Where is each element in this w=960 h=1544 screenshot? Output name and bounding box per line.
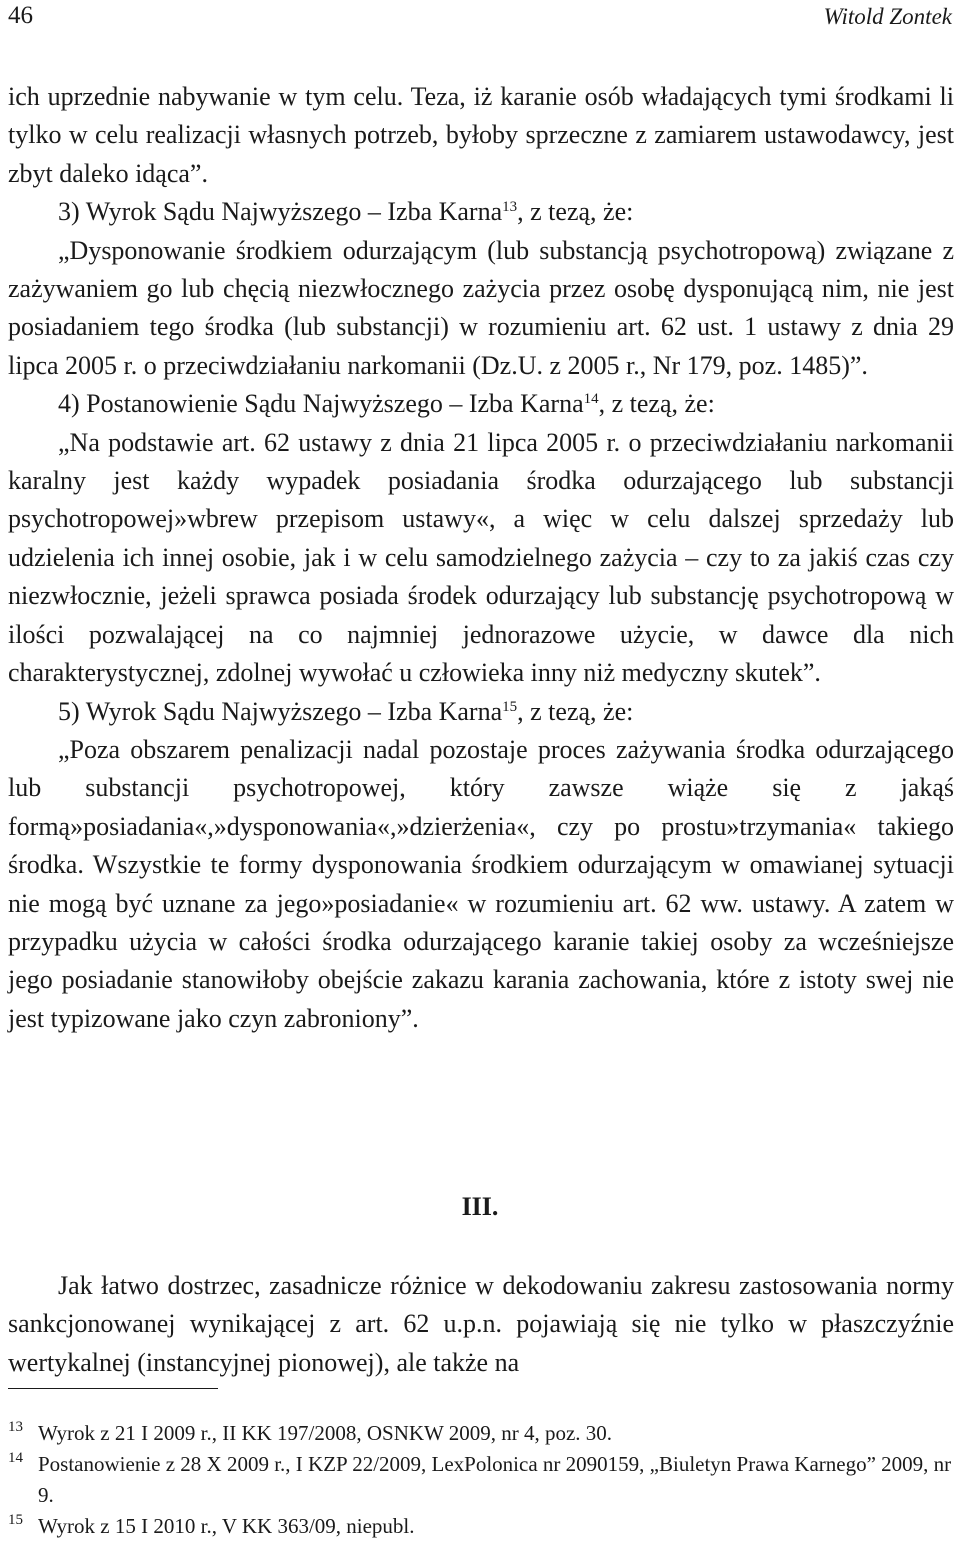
paragraph-continuation: ich uprzednie nabywanie w tym celu. Teza, iż karanie osób władających tymi środkami li tylko w celu realizacji własnych potrzeb, byłoby sprzeczne z zamiarem ustawodawcy, jest zbyt daleko idąca”. (8, 82, 954, 188)
footnotes (8, 1418, 954, 1542)
item-4-lead: 4) Postanowienie Sądu Najwyższego – Izba Karna (58, 389, 584, 419)
footnote-ref-14[interactable]: 14 (583, 391, 599, 408)
footnote-divider (8, 1388, 218, 1389)
item-4-tail: , z tezą, że: (598, 389, 715, 419)
item-5-tail: , z tezą, że: (517, 696, 634, 726)
footnote-number: 14 (8, 1450, 23, 1466)
footnote-ref-15[interactable]: 15 (502, 698, 518, 715)
item-3-intro (8, 193, 954, 231)
page-number: 46 (8, 2, 33, 29)
footnote-14 (8, 1449, 954, 1511)
item-3-tail: , z tezą, że: (517, 197, 634, 227)
footnote-text: Wyrok z 21 I 2009 r., II KK 197/2008, OSNKW 2009, nr 4, poz. 30. (38, 1421, 613, 1445)
section-heading: III. (461, 1192, 499, 1221)
item-5-quote: „Poza obszarem penalizacji nadal pozostaje proces zażywania środka odurzającego lub substancji psychotropowej, który zawsze wiąże się z jakąś formą»posiadania«,»dysponowania«,»dzierżenia«, czy po prostu»trzymania« takiego środka. Wszystkie te formy dysponowania środkiem odurzającym w omawianej sytuacji nie mogą być uznane za jego»posiadanie« w rozumieniu art. 62 ww. ustawy. A zatem w przypadku użycia w całości środka odurzającego karanie takiej osoby za wcześniejsze jego posiadanie stanowiłoby obejście zakazu karania zachowania, które z istoty swej nie jest typizowane jako czyn zabroniony”. (8, 734, 954, 1033)
item-5-intro (8, 693, 954, 731)
main-text (8, 78, 954, 1038)
item-5-lead: 5) Wyrok Sądu Najwyższego – Izba Karna (58, 696, 503, 726)
footnote-15 (8, 1511, 954, 1542)
footnote-text: Wyrok z 15 I 2010 r., V KK 363/09, niepubl. (38, 1514, 415, 1538)
item-4-intro (8, 385, 954, 423)
section-3-paragraph: Jak łatwo dostrzec, zasadnicze różnice w dekodowaniu zakresu zastosowania normy sankcjonowanej wynikającej z art. 62 u.p.n. pojawiają się nie tylko w płaszczyźnie wertykalnej (instancyjnej pionowej), ale także na (8, 1271, 954, 1377)
footnote-number: 13 (8, 1419, 23, 1435)
running-head-author: Witold Zontek (823, 4, 952, 29)
footnote-ref-13[interactable]: 13 (502, 199, 518, 216)
page-header (0, 0, 960, 32)
footnote-text: Postanowienie z 28 X 2009 r., I KZP 22/2009, LexPolonica nr 2090159, „Biuletyn Prawa Karnego” 2009, nr 9. (38, 1452, 952, 1507)
item-3-quote: „Dysponowanie środkiem odurzającym (lub substancją psychotropową) związane z zażywaniem go lub chęcią niezwłocznego zażycia przez osobę dysponującą nim, nie jest posiadaniem tego środka (lub substancji) w rozumieniu art. 62 ust. 1 ustawy z dnia 29 lipca 2005 r. o przeciwdziałaniu narkomanii (Dz.U. z 2005 r., Nr 179, poz. 1485)”. (8, 235, 954, 380)
item-3-lead: 3) Wyrok Sądu Najwyższego – Izba Karna (58, 197, 503, 227)
footnote-number: 15 (8, 1512, 23, 1528)
footnote-13 (8, 1418, 954, 1449)
item-4-quote: „Na podstawie art. 62 ustawy z dnia 21 lipca 2005 r. o przeciwdziałaniu narkomanii karalny jest każdy wypadek posiadania środka odurzającego lub substancji psychotropowej»wbrew przepisom ustawy«, a więc w celu dalszej sprzedaży lub udzielenia ich innej osobie, jak i w celu samodzielnego zażycia – czy to za jakiś czas czy niezwłocznie, jeżeli sprawca posiada środek odurzający lub substancję psychotropową w ilości pozwalającej na co najmniej jednorazowe użycie, w dawce dla nich charakterystycznej, zdolnej wywołać u człowieka inny niż medyczny skutek”. (8, 427, 954, 688)
